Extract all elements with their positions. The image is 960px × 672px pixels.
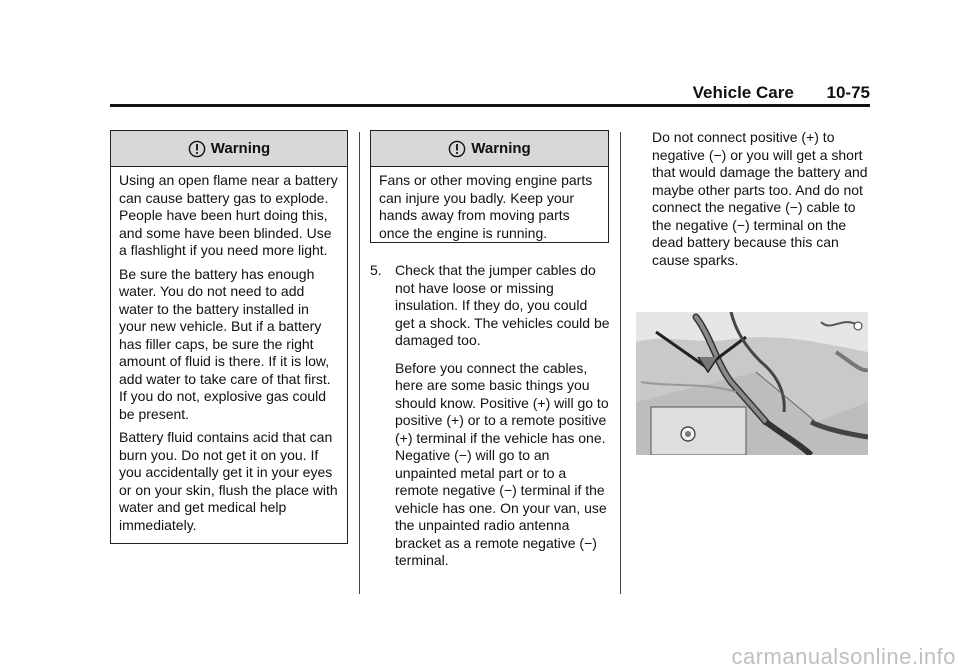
header-rule xyxy=(110,104,870,107)
watermark: carmanualsonline.info xyxy=(731,644,956,669)
jumper-cable-illustration xyxy=(636,312,868,455)
page-number: 10-75 xyxy=(826,83,870,102)
column-divider-2 xyxy=(620,132,621,594)
warning-icon xyxy=(188,140,206,158)
right-paragraph: Do not connect positive (+) to negative (−) or you will get a short that would damage the battery and maybe other parts too. And do not connect the negative (−) cable to the negative (−) terminal on the dead battery because this can cause sparks. xyxy=(652,129,868,268)
page-header xyxy=(110,83,870,103)
warning-header xyxy=(371,131,608,167)
column-divider-1 xyxy=(359,132,360,594)
warning-paragraph: Using an open flame near a battery can cause battery gas to explode. People have been hurt doing this, and some have been blinded. Use a flashlight if you need more light. xyxy=(119,172,338,258)
warning-icon xyxy=(448,140,466,158)
warning-paragraph: Be sure the battery has enough water. You do not need to add water to the battery installed in your new vehicle. But if a battery has filler caps, be sure the right amount of fluid is there. If it is low, add water to take care of that first. If you do not, explosive gas could be present. xyxy=(119,265,331,422)
step-paragraph: Before you connect the cables, here are some basic things you should know. Positive (+) will go to positive (+) or to a remote positive (+) terminal if the vehicle has one. Negative (−) will go to an unpainted metal part or to a remote negative (−) terminal if the vehicle has one. On your van, use the unpainted radio antenna bracket as a remote negative (−) terminal. xyxy=(395,359,609,568)
step-number: 5. xyxy=(370,262,382,278)
warning-paragraph: Fans or other moving engine parts can injure you badly. Keep your hands away from moving parts once the engine is running. xyxy=(379,172,593,241)
step-paragraph: Check that the jumper cables do not have loose or missing insulation. If they do, you could get a shock. The vehicles could be damaged too. xyxy=(395,262,610,348)
right-column-text xyxy=(652,129,872,269)
warning-box-fans xyxy=(370,130,609,243)
section-title: Vehicle Care xyxy=(692,83,794,102)
warning-heading: Warning xyxy=(210,140,271,157)
warning-paragraph: Battery fluid contains acid that can burn you. Do not get it on you. If you accidentally get it in your eyes or on your skin, flush the place with water and get medical help immediately. xyxy=(119,429,338,533)
warning-body xyxy=(371,167,608,254)
warning-body xyxy=(111,167,347,546)
step-5 xyxy=(370,262,610,580)
warning-box-battery xyxy=(110,130,348,544)
warning-header xyxy=(111,131,347,167)
warning-heading: Warning xyxy=(471,140,531,157)
